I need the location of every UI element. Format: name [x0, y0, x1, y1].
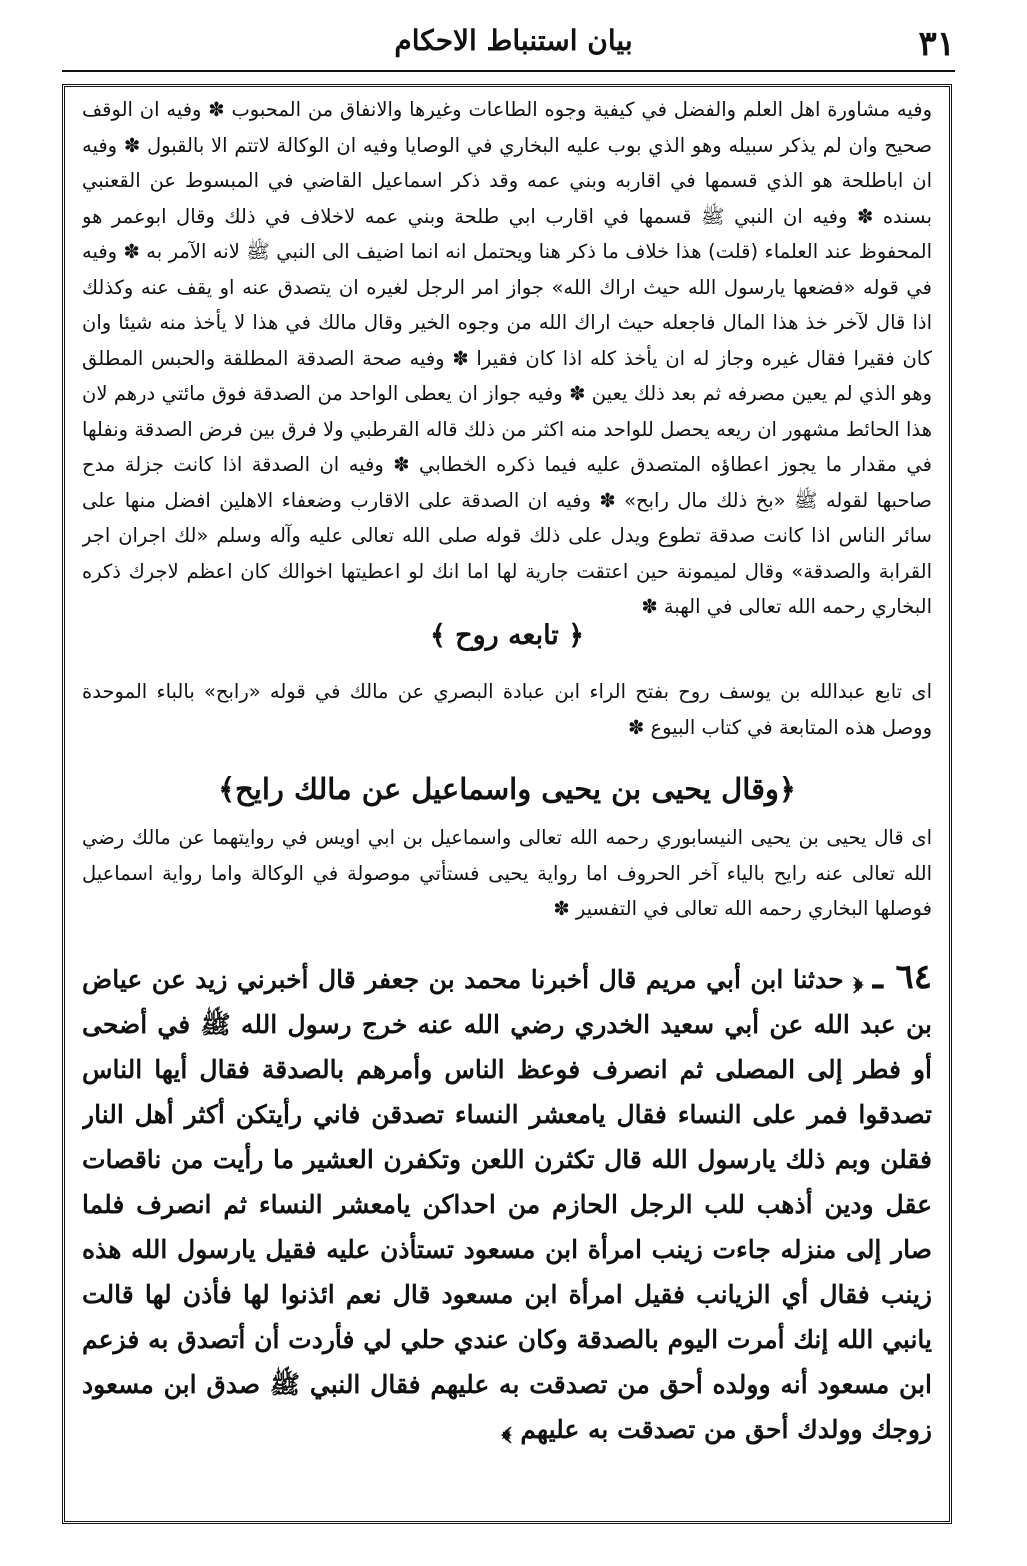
commentary-paragraph: وفيه مشاورة اهل العلم والفضل في كيفية وجوه الطاعات وغيرها والانفاق من المحبوب ✽ وفيه ان الوقف صحيح وان لم يذكر سبيله وهو الذي بوب عليه البخاري في الوصايا وفيه ان الوكالة لاتتم الا بالقبول ✽ وفيه ان اباطلحة هو الذي قسمها في اقاربه وبني عمه وقد ذكر اسماعيل القاضي في المبسوط عن القعنبي بسنده ✽ وفيه ان النبي ﷺ قسمها في اقارب ابي طلحة وبني عمه لاخلاف في ذلك وقال ابوعمر هو المحفوظ عند العلماء (قلت) هذا خلاف ما ذكر هنا ويحتمل انه انما اضيف الى النبي ﷺ لانه الآمر به ✽ وفيه في قوله «فضعها يارسول الله حيث اراك الله» جواز امر الرجل لغيره ان يتصدق عنه او يقف عنه وكذلك اذا قال لآخر خذ هذا المال فاجعله حيث اراك الله من وجوه الخير وقال مالك في هذا لا يأخذ منه شيئا وان كان فقيرا فقال غيره وجاز له ان يأخذ كله اذا كان فقيرا ✽ وفيه صحة الصدقة المطلقة والحبس المطلق وهو الذي لم يعين مصرفه ثم بعد ذلك يعين ✽ وفيه جواز ان يعطى الواحد من الصدقة فوق مائتي درهم لان هذا الحائط مشهور ان ريعه يحصل للواحد منه اكثر من ذلك قاله القرطبي ولا فرق بين فرض الصدقة ونفلها في مقدار ما يجوز اعطاؤه المتصدق عليه فيما ذكره الخطابي ✽ وفيه ان الصدقة اذا كانت جزلة مدح صاحبها لقوله ﷺ «بخ ذلك مال رابح» ✽ وفيه ان الصدقة على الاقارب وضعفاء الاهلين افضل منها على سائر الناس اذا كانت صدقة تطوع ويدل على ذلك قوله صلى الله تعالى عليه وآله وسلم «لك اجران اجر القرابة والصدقة» وقال لميمونة حين اعتقت جارية لها اما انك لو اعطيتها اخوالك كان اعظم لاجرك ذكره البخاري رحمه الله تعالى في الهبة ✽	[82, 98, 932, 618]
hadith-text	[82, 955, 932, 1500]
hadith-number: ٦٤ ـ	[872, 957, 932, 997]
section-heading: ﴿ تابعه روح ﴾	[429, 620, 585, 651]
page-number: ٣١	[918, 24, 955, 64]
commentary-paragraph: اى تابع عبدالله بن يوسف روح بفتح الراء ابن عبادة البصري عن مالك في قوله «رابح» بالباء الموحدة ووصل هذه المتابعة في كتاب البيوع ✽	[82, 680, 932, 739]
running-title: بيان استنباط الاحكام	[394, 24, 633, 57]
commentary-paragraph: اى قال يحيى بن يحيى النيسابوري رحمه الله تعالى واسماعيل بن ابي اويس في روايتهما عن مالك رضي الله تعالى عنه رايح بالياء آخر الحروف اما رواية يحيى فستأتي موصولة في الوكالة واما رواية اسماعيل فوصلها البخاري رحمه الله تعالى في التفسير ✽	[82, 826, 932, 920]
header-rule	[62, 70, 955, 72]
section-heading: ﴿وقال يحيى بن يحيى واسماعيل عن مالك رايح﴾	[218, 772, 796, 806]
page-header	[60, 20, 967, 72]
hadith-body: ﴿ حدثنا ابن أبي مريم قال أخبرنا محمد بن جعفر قال أخبرني زيد عن عياض بن عبد الله عن أبي سعيد الخدري رضي الله عنه خرج رسول الله ﷺ في أضحى أو فطر إلى المصلى ثم انصرف فوعظ الناس وأمرهم بالصدقة فقال أيها الناس تصدقوا فمر على النساء فقال يامعشر النساء تصدقن فاني رأيتكن أكثر أهل النار فقلن وبم ذلك يارسول الله قال تكثرن اللعن وتكفرن العشير ما رأيت من ناقصات عقل ودين أذهب للب الرجل الحازم من احداكن يامعشر النساء ثم انصرف فلما صار إلى منزله جاءت زينب امرأة ابن مسعود تستأذن عليه فقيل يارسول الله هذه زينب فقال أي الزيانب فقيل امرأة ابن مسعود قال نعم ائذنوا لها فأذن لها قالت يانبي الله إنك أمرت اليوم بالصدقة وكان عندي حلي لي فأردت أن أتصدق به فزعم ابن مسعود أنه وولده أحق من تصدقت به عليهم فقال النبي ﷺ صدق ابن مسعود زوجك وولدك أحق من تصدقت به عليهم ﴾	[82, 965, 932, 1444]
